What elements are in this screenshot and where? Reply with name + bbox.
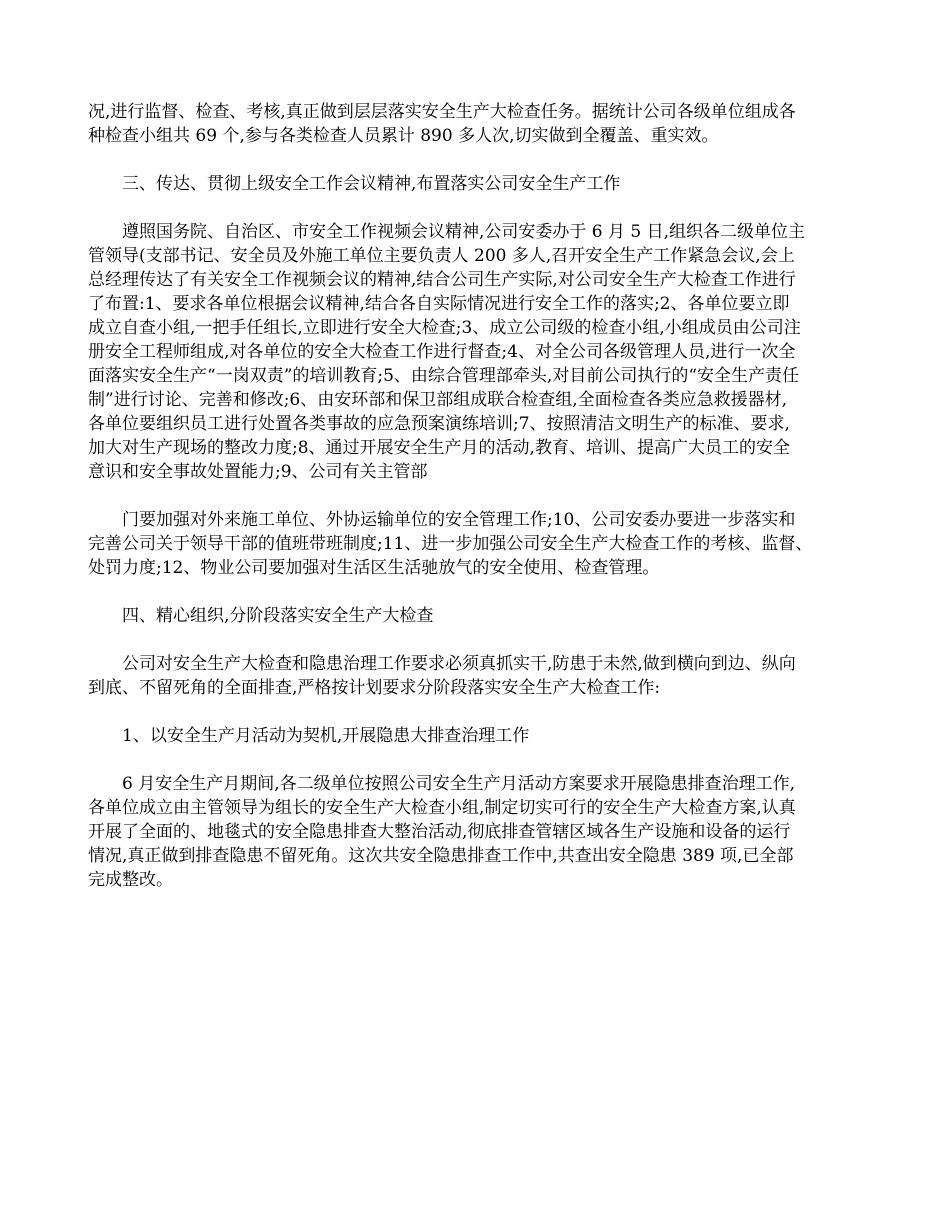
text-line: 各单位要组织员工进行处置各类事故的应急预案演练培训;7、按照清洁文明生产的标准、要求, <box>88 414 790 434</box>
text-line: 管领导(支部书记、安全员及外施工单位主要负责人 200 多人,召开安全生产工作紧急会议,会上 <box>88 246 795 266</box>
text-line: 了布置:1、要求各单位根据会议精神,结合各自实际情况进行安全工作的落实;2、各单位要立即 <box>88 294 790 314</box>
text-line: 完成整改。 <box>88 870 173 890</box>
body-paragraph <box>88 220 868 484</box>
heading-text: 四、精心组织,分阶段落实安全生产大检查 <box>122 606 434 626</box>
text-line: 意识和安全事故处置能力;9、公司有关主管部 <box>88 462 428 482</box>
body-paragraph <box>88 652 868 700</box>
body-paragraph <box>88 508 868 580</box>
body-paragraph <box>88 772 868 892</box>
text-line: 总经理传达了有关安全工作视频会议的精神,结合公司生产实际,对公司安全生产大检查工作进行 <box>88 270 796 290</box>
heading-text: 三、传达、贯彻上级安全工作会议精神,布置落实公司安全生产工作 <box>122 174 621 194</box>
text-line: 制”进行讨论、完善和修改;6、由安环部和保卫部组成联合检查组,全面检查各类应急救援器材, <box>88 390 788 410</box>
text-line: 开展了全面的、地毯式的安全隐患排查大整治活动,彻底排查管辖区域各生产设施和设备的运行 <box>88 822 791 842</box>
document-body <box>88 100 868 892</box>
text-line: 面落实安全生产“一岗双责”的培训教育;5、由综合管理部牵头,对目前公司执行的“安全生产责任 <box>88 366 800 386</box>
text-line: 处罚力度;12、物业公司要加强对生活区生活驰放气的安全使用、检查管理。 <box>88 558 660 578</box>
text-line: 册安全工程师组成,对各单位的安全大检查工作进行督查;4、对全公司各级管理人员,进行一次全 <box>88 342 796 362</box>
text-line: 各单位成立由主管领导为组长的安全生产大检查小组,制定切实可行的安全生产大检查方案,认真 <box>88 798 796 818</box>
text-line: 情况,真正做到排查隐患不留死角。这次共安全隐患排查工作中,共查出安全隐患 389 项,已全部 <box>88 846 794 866</box>
text-line: 6 月安全生产月期间,各二级单位按照公司安全生产月活动方案要求开展隐患排查治理工作, <box>122 774 796 794</box>
subsection-heading <box>88 724 868 748</box>
text-line: 门要加强对外来施工单位、外协运输单位的安全管理工作;10、公司安委办要进一步落实和 <box>122 510 796 530</box>
body-paragraph <box>88 100 868 148</box>
text-line: 况,进行监督、检查、考核,真正做到层层落实安全生产大检查任务。据统计公司各级单位组成各 <box>88 102 796 122</box>
section-heading <box>88 172 868 196</box>
text-line: 遵照国务院、自治区、市安全工作视频会议精神,公司安委办于 6 月 5 日,组织各二级单位主 <box>122 222 806 242</box>
text-line: 加大对生产现场的整改力度;8、通过开展安全生产月的活动,教育、培训、提高广大员工的安全 <box>88 438 790 458</box>
text-line: 公司对安全生产大检查和隐患治理工作要求必须真抓实干,防患于未然,做到横向到边、纵向 <box>122 654 796 674</box>
text-line: 完善公司关于领导干部的值班带班制度;11、进一步加强公司安全生产大检查工作的考核、监督、 <box>88 534 813 554</box>
section-heading <box>88 604 868 628</box>
text-line: 成立自查小组,一把手任组长,立即进行安全大检查;3、成立公司级的检查小组,小组成员由公司注 <box>88 318 801 338</box>
text-line: 种检查小组共 69 个,参与各类检查人员累计 890 多人次,切实做到全覆盖、重实效。 <box>88 126 719 146</box>
heading-text: 1、以安全生产月活动为契机,开展隐患大排查治理工作 <box>122 726 530 746</box>
text-line: 到底、不留死角的全面排查,严格按计划要求分阶段落实安全生产大检查工作: <box>88 678 661 698</box>
